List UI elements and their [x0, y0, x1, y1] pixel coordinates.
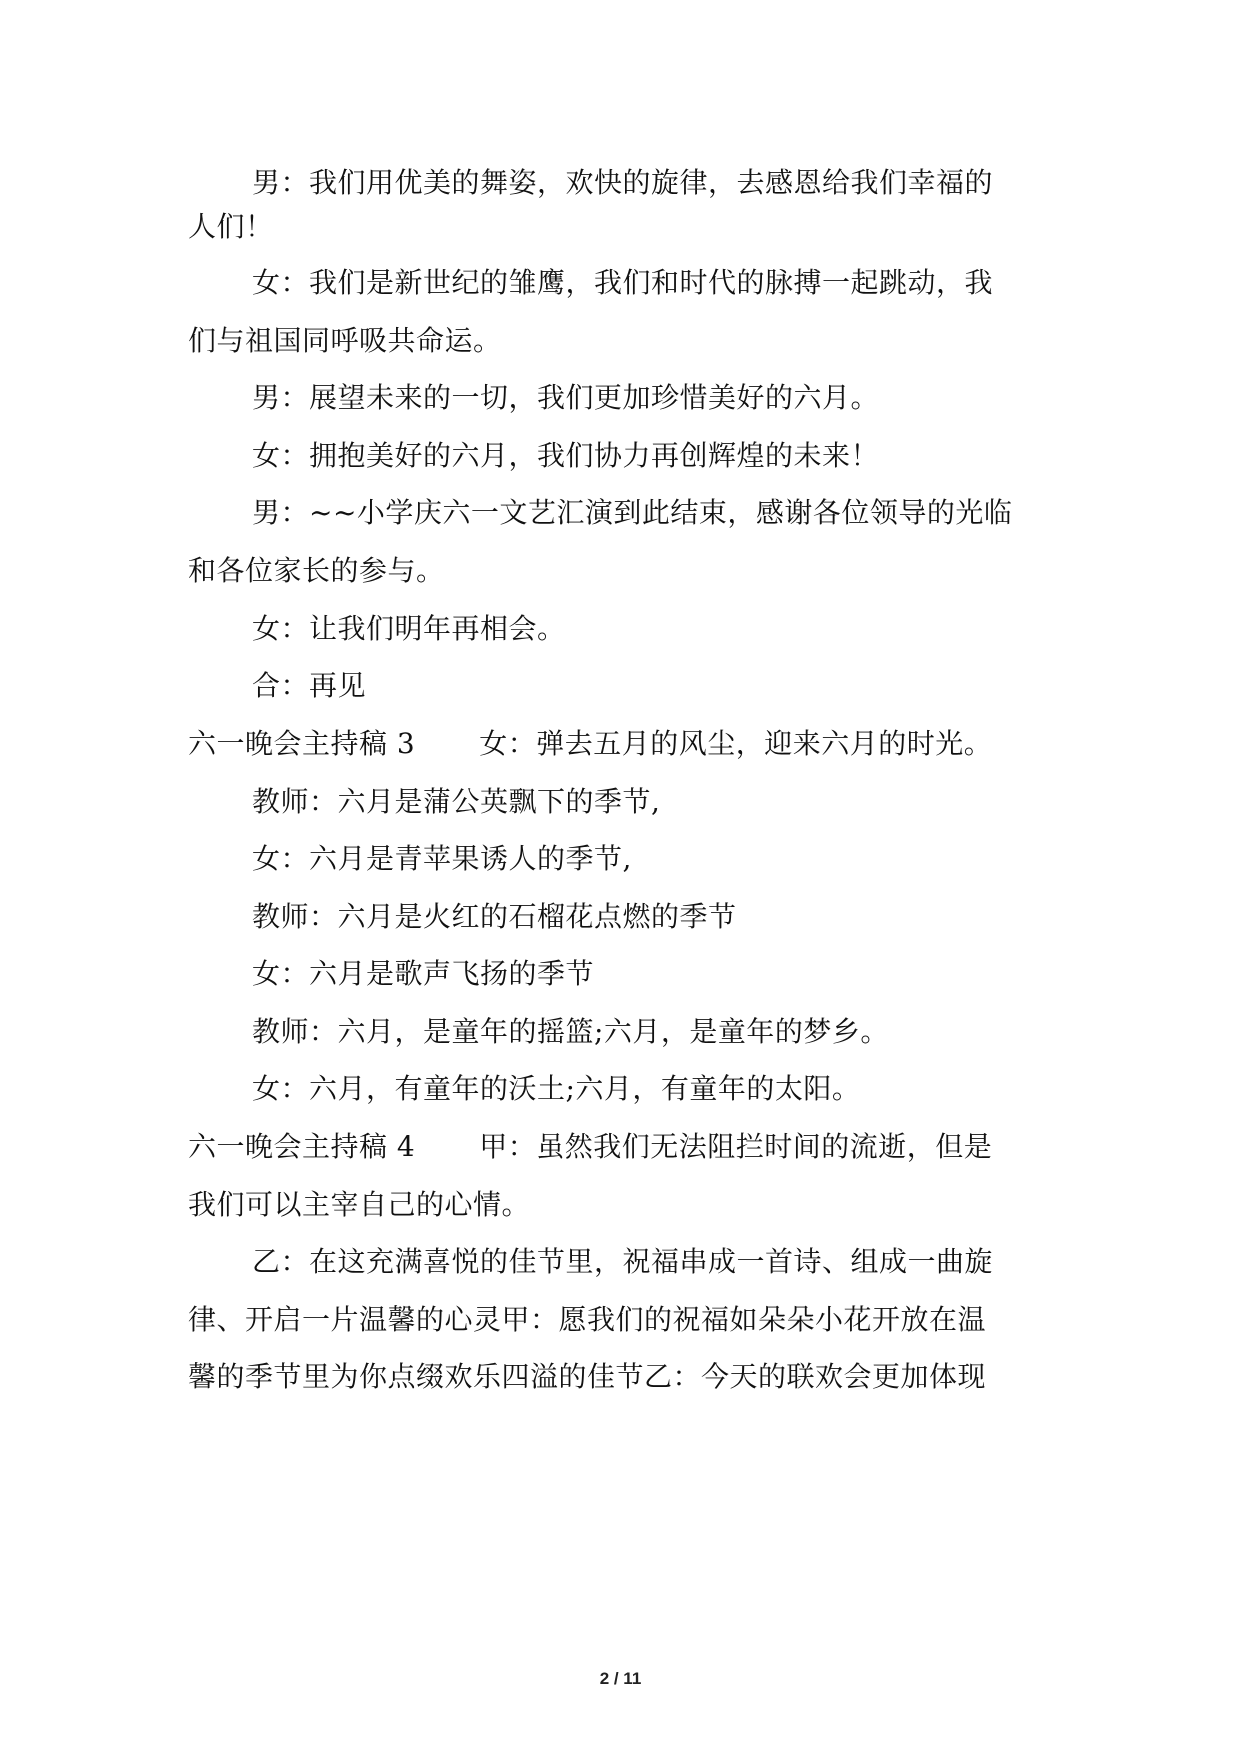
- paragraph-line: 男：~~小学庆六一文艺汇演到此结束，感谢各位领导的光临: [252, 496, 1013, 529]
- paragraph-line: 女：让我们明年再相会。: [252, 612, 566, 645]
- paragraph-line: 女：拥抱美好的六月，我们协力再创辉煌的未来！: [252, 439, 880, 472]
- section-title: 六一晚会主持稿 3: [188, 727, 416, 760]
- paragraph-line: 女：六月，有童年的沃土;六月，有童年的太阳。: [252, 1072, 861, 1105]
- section-heading-line: [188, 1127, 992, 1167]
- paragraph-line: 和各位家长的参与。: [188, 554, 445, 587]
- section-first-sentence: 甲：虽然我们无法阻拦时间的流逝，但是: [479, 1130, 993, 1163]
- paragraph-line: 律、开启一片温馨的心灵甲：愿我们的祝福如朵朵小花开放在温: [188, 1303, 987, 1336]
- paragraph-line: 女：我们是新世纪的雏鹰，我们和时代的脉搏一起跳动，我: [252, 266, 994, 299]
- paragraph-line: 女：六月是歌声飞扬的季节: [252, 957, 595, 990]
- paragraph-line: 女：六月是青苹果诱人的季节,: [252, 842, 632, 875]
- section-first-sentence: 女：弹去五月的风尘，迎来六月的时光。: [479, 727, 993, 760]
- paragraph-line: 合：再见: [252, 669, 367, 702]
- paragraph-line: 乙：在这充满喜悦的佳节里，祝福串成一首诗、组成一曲旋: [252, 1245, 994, 1278]
- paragraph-line: 馨的季节里为你点缀欢乐四溢的佳节乙：今天的联欢会更加体现: [188, 1360, 987, 1393]
- paragraph-line: 男：展望未来的一切，我们更加珍惜美好的六月。: [252, 381, 880, 414]
- paragraph-line: 教师：六月，是童年的摇篮;六月，是童年的梦乡。: [252, 1015, 889, 1048]
- section-heading-line: [188, 724, 992, 764]
- paragraph-line: 我们可以主宰自己的心情。: [188, 1188, 531, 1221]
- paragraph-line: 男：我们用优美的舞姿，欢快的旋律，去感恩给我们幸福的: [252, 166, 994, 199]
- paragraph-line: 教师：六月是火红的石榴花点燃的季节: [252, 900, 737, 933]
- paragraph-line: 们与祖国同呼吸共命运。: [188, 324, 502, 357]
- paragraph-line: 教师：六月是蒲公英飘下的季节,: [252, 785, 661, 818]
- section-title: 六一晚会主持稿 4: [188, 1130, 416, 1163]
- paragraph-line: 人们！: [188, 210, 274, 243]
- page-number: 2 / 11: [599, 1669, 642, 1688]
